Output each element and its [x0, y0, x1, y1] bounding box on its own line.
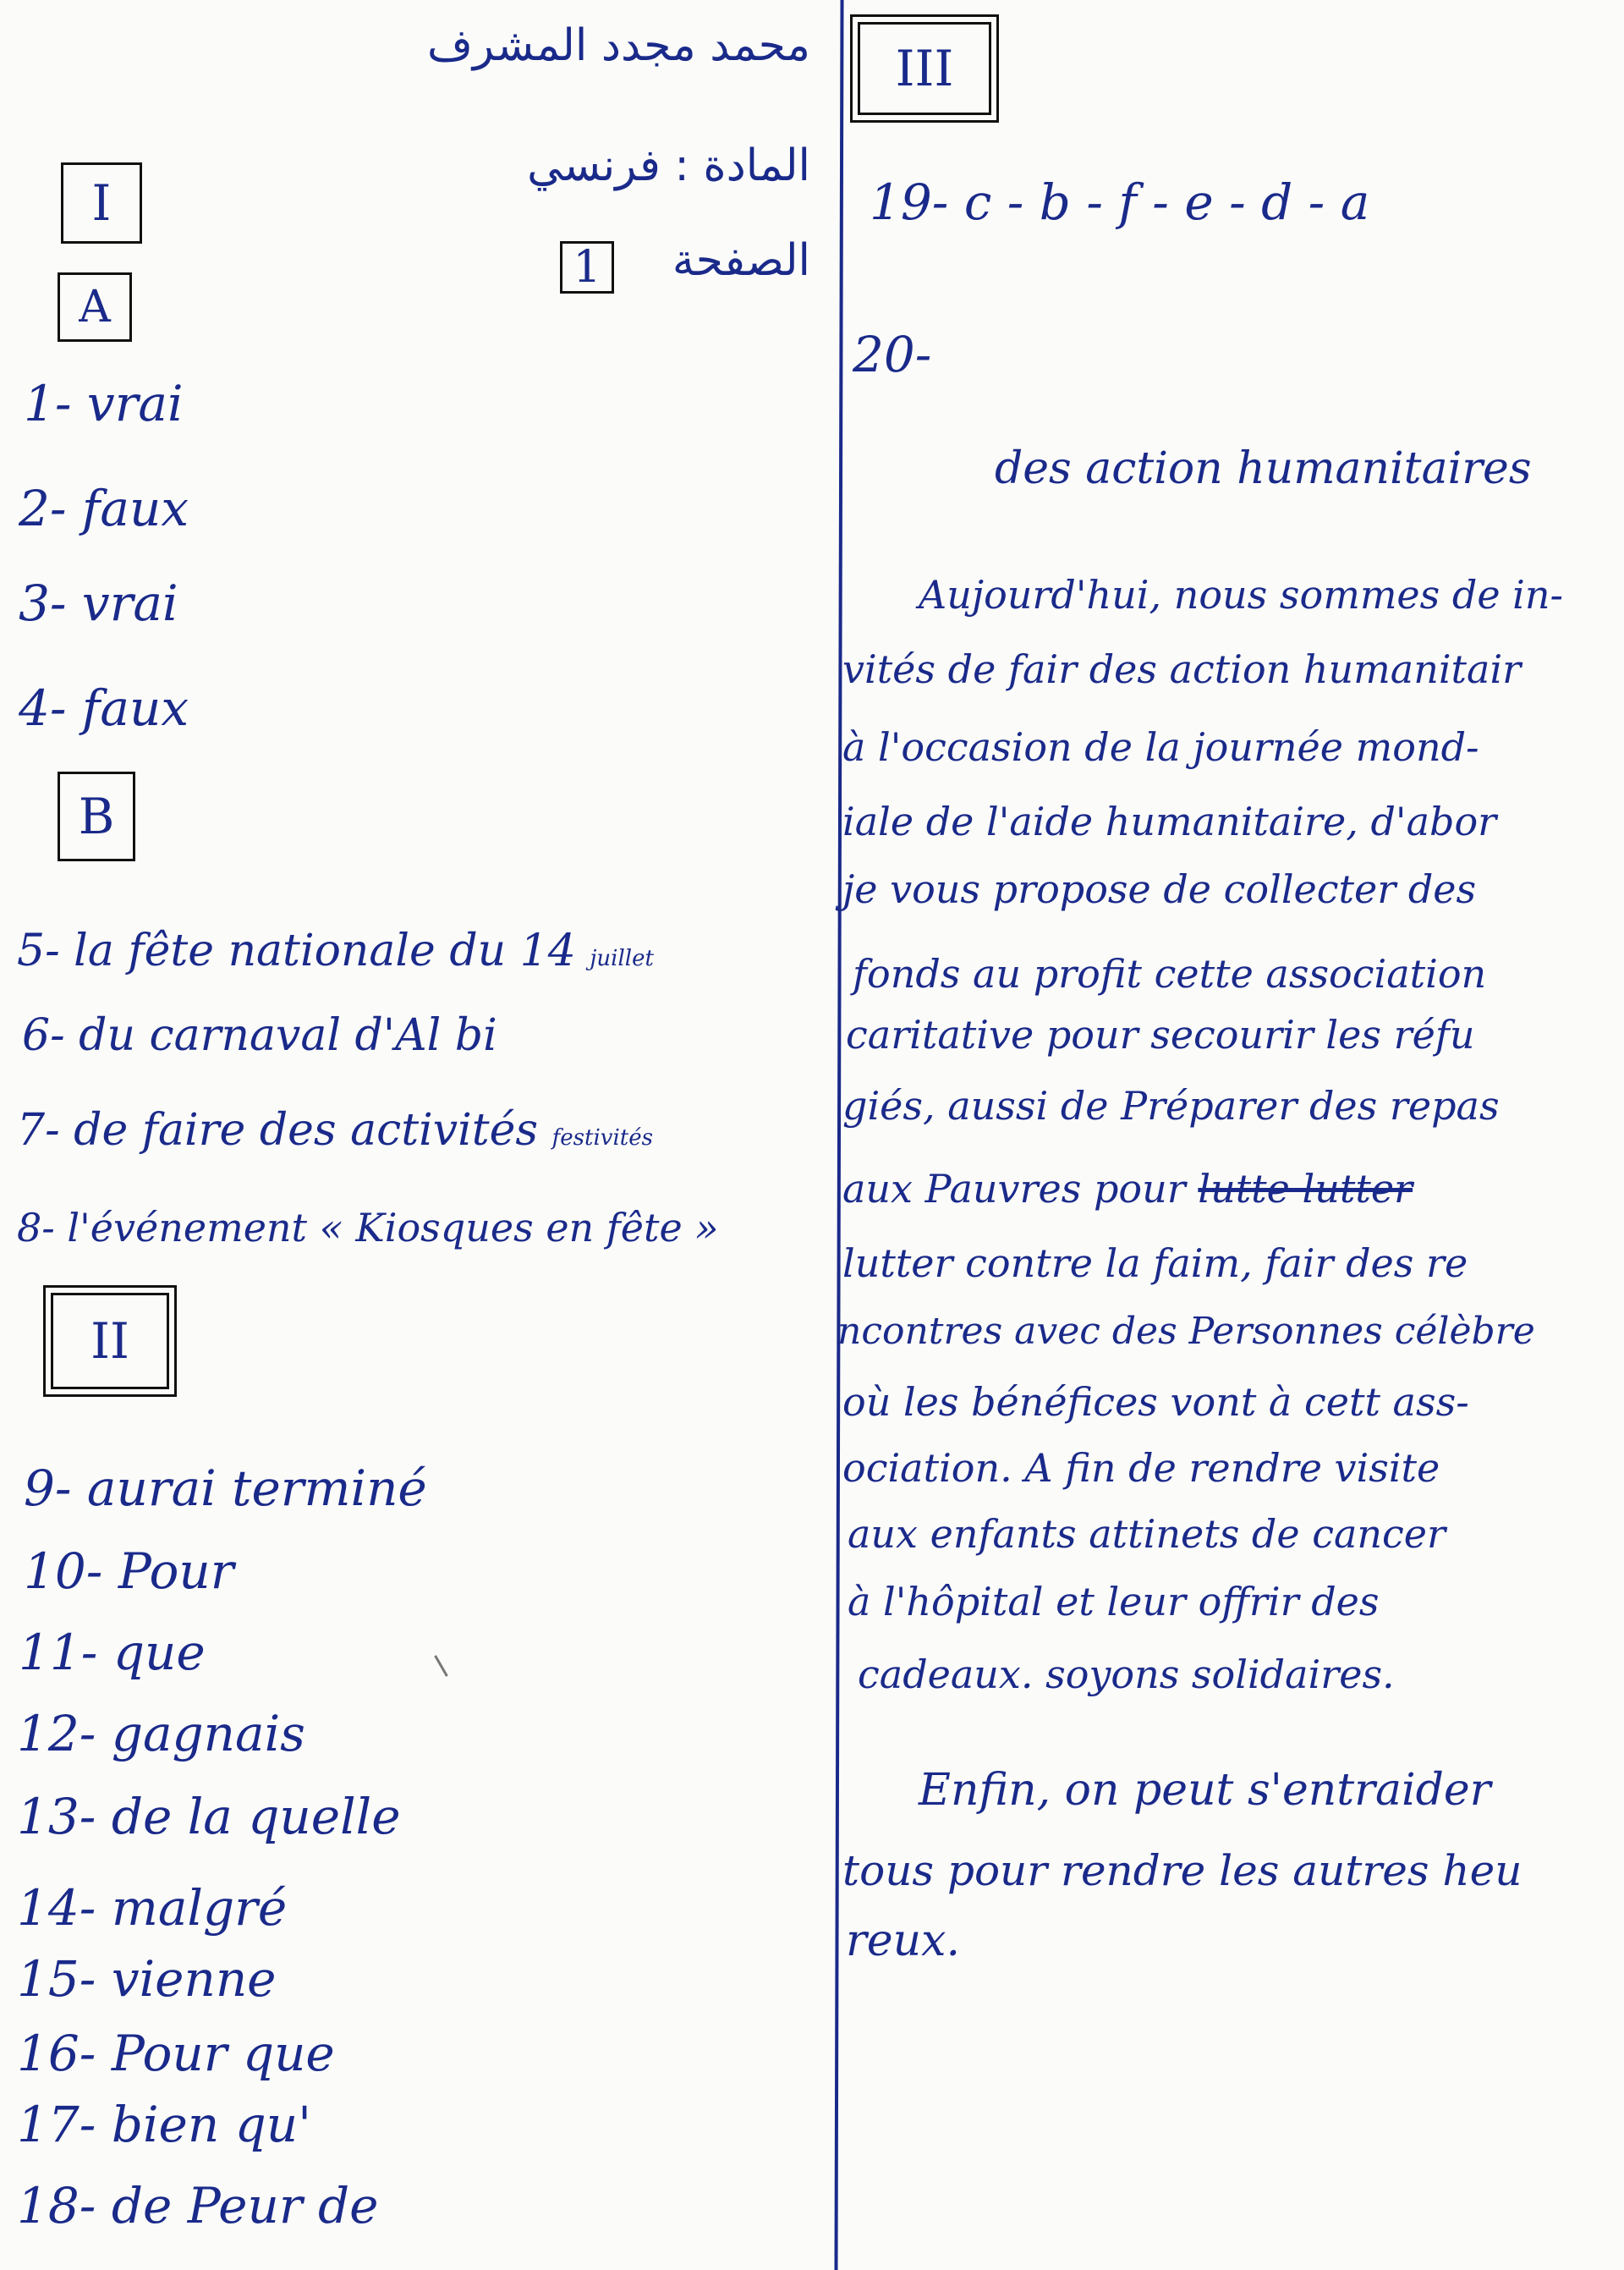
answer-15: 15- vienne: [17, 1950, 277, 2008]
essay-line-6: fonds au profit cette association: [853, 951, 1487, 997]
student-name: محمد مجدد المشرف: [426, 20, 810, 71]
part-a-box: A: [58, 272, 132, 342]
essay-line-9: [842, 1166, 1413, 1212]
subject-label: المادة : فرنسي: [527, 140, 810, 191]
essay-line-8: giés, aussi de Préparer des repas: [842, 1083, 1500, 1129]
column-divider: [834, 0, 843, 2270]
essay-line-1: Aujourd'hui, nous sommes de in-: [919, 572, 1564, 618]
essay-line-4: iale de l'aide humanitaire, d'abor: [842, 799, 1497, 844]
answer-7: [17, 1105, 653, 1156]
question-20-label: 20-: [853, 326, 932, 383]
essay-line-10: lutter contre la faim, fair des re: [842, 1240, 1468, 1286]
answer-12: 12- gagnais: [17, 1705, 305, 1762]
answer-16: 16- Pour que: [17, 2025, 335, 2082]
answer-13: 13- de la quelle: [17, 1788, 401, 1845]
section-i-box: I: [61, 162, 142, 244]
section-iii-box: III: [858, 22, 991, 115]
essay-line-16: cadeaux. soyons solidaires.: [858, 1652, 1395, 1697]
answer-5-tail: juillet: [590, 946, 654, 971]
answer-9: 9- aurai terminé: [24, 1459, 427, 1517]
answer-1: 1- vrai: [24, 375, 184, 432]
answer-6: 6- du carnaval d'Al bi: [22, 1010, 497, 1061]
answer-14: 14- malgré: [17, 1879, 288, 1937]
essay-line-13: ociation. A fin de rendre visite: [842, 1445, 1440, 1491]
essay-line-12: où les bénéfices vont à cett ass-: [842, 1379, 1469, 1425]
essay-title: des action humanitaires: [995, 443, 1532, 494]
essay-line-19: reux.: [846, 1915, 960, 1966]
answer-10: 10- Pour: [24, 1542, 234, 1600]
answer-11: 11- que: [19, 1624, 206, 1681]
struck-out-text: lutte lutter: [1198, 1166, 1413, 1212]
page-number-box: 1: [560, 241, 614, 294]
essay-line-18: tous pour rendre les autres heu: [842, 1846, 1522, 1895]
section-ii-box: II: [51, 1293, 169, 1389]
essay-line-3: à l'occasion de la journée mond-: [842, 724, 1479, 770]
essay-line-17: Enfin, on peut s'entraider: [919, 1765, 1491, 1816]
essay-line-9-text: aux Pauvres pour: [842, 1166, 1186, 1212]
essay-line-5: je vous propose de collecter des: [842, 866, 1477, 912]
essay-line-2: vités de fair des action humanitair: [842, 646, 1522, 692]
page-label: الصفحة: [672, 235, 810, 286]
answer-8: 8- l'événement « Kiosques en fête »: [17, 1205, 719, 1250]
answer-3: 3- vrai: [19, 574, 178, 632]
answer-7-tail: festivités: [551, 1125, 653, 1151]
answer-17: 17- bien qu': [17, 2096, 312, 2153]
part-b-box: B: [58, 772, 135, 861]
answer-5: [17, 926, 654, 976]
answer-7-text: 7- de faire des activités: [17, 1105, 539, 1156]
essay-line-11: ncontres avec des Personnes célèbre: [837, 1310, 1535, 1353]
answer-19: 19- c - b - f - e - d - a: [870, 173, 1370, 231]
answer-18: 18- de Peur de: [17, 2177, 379, 2234]
stray-pen-mark: [434, 1655, 448, 1677]
essay-line-15: à l'hôpital et leur offrir des: [848, 1579, 1380, 1624]
answer-2: 2- faux: [19, 480, 189, 537]
essay-line-7: caritative pour secourir les réfu: [846, 1012, 1475, 1058]
answer-4: 4- faux: [19, 679, 189, 737]
essay-line-14: aux enfants attinets de cancer: [848, 1511, 1446, 1557]
answer-5-text: 5- la fête nationale du 14: [17, 926, 576, 976]
